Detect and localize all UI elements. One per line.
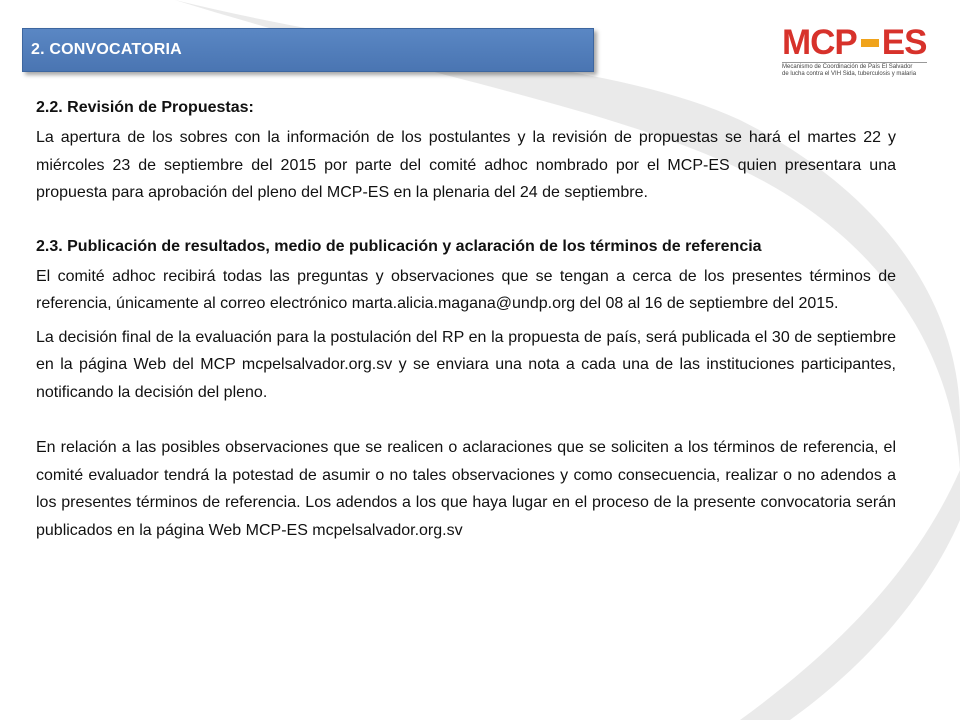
section-heading-2-3: 2.3. Publicación de resultados, medio de publicación y aclaración de los términos de referencia: [36, 237, 762, 255]
paragraph-questions: El comité adhoc recibirá todas las preguntas y observaciones que se tengan a cerca de los presentes términos de referencia, únicamente al correo electrónico marta.alicia.magana@undp.org del 08 al 16 de septiembre del 2015.: [36, 267, 896, 312]
logo-tagline: [782, 62, 927, 78]
document-body: [36, 96, 896, 544]
logo-tagline-line1: Mecanismo de Coordinación de País El Salvador: [782, 64, 913, 70]
mcp-es-logo: [782, 23, 927, 82]
logo-brand-right: ES: [881, 23, 927, 62]
logo-mark: [782, 23, 927, 62]
section-title: 2. CONVOCATORIA: [31, 41, 182, 58]
paragraph-observations: En relación a las posibles observaciones que se realicen o aclaraciones que se soliciten a los términos de referencia, el comité evaluador tendrá la potestad de asumir o no tales observaciones y como consecuencia, realizar o no adendos a los presentes términos de referencia. Los adendos a los que haya lugar en el proceso de la presente convocatoria serán publicados en la página Web MCP-ES mcpelsalvador.org.sv: [36, 439, 896, 539]
paragraph-final-decision: La decisión final de la evaluación para la postulación del RP en la propuesta de país, será publicada el 30 de septiembre en la página Web del MCP mcpelsalvador.org.sv y se enviara una nota a cada una de las instituciones participantes, notificando la decisión del pleno.: [36, 328, 896, 401]
section-header: [22, 28, 594, 72]
logo-dash: [861, 39, 879, 47]
paragraph-revision: La apertura de los sobres con la información de los postulantes y la revisión de propuestas se hará el martes 22 y miércoles 23 de septiembre del 2015 por parte del comité adhoc nombrado por el MCP-ES quien presentara una propuesta para aprobación del pleno del MCP-ES en la plenaria del 24 de septiembre.: [36, 129, 896, 201]
section-heading-2-2: 2.2. Revisión de Propuestas:: [36, 99, 254, 116]
logo-tagline-line2: de lucha contra el VIH Sida, tuberculosis y malaria: [782, 71, 917, 77]
logo-brand-left: MCP: [782, 23, 857, 62]
